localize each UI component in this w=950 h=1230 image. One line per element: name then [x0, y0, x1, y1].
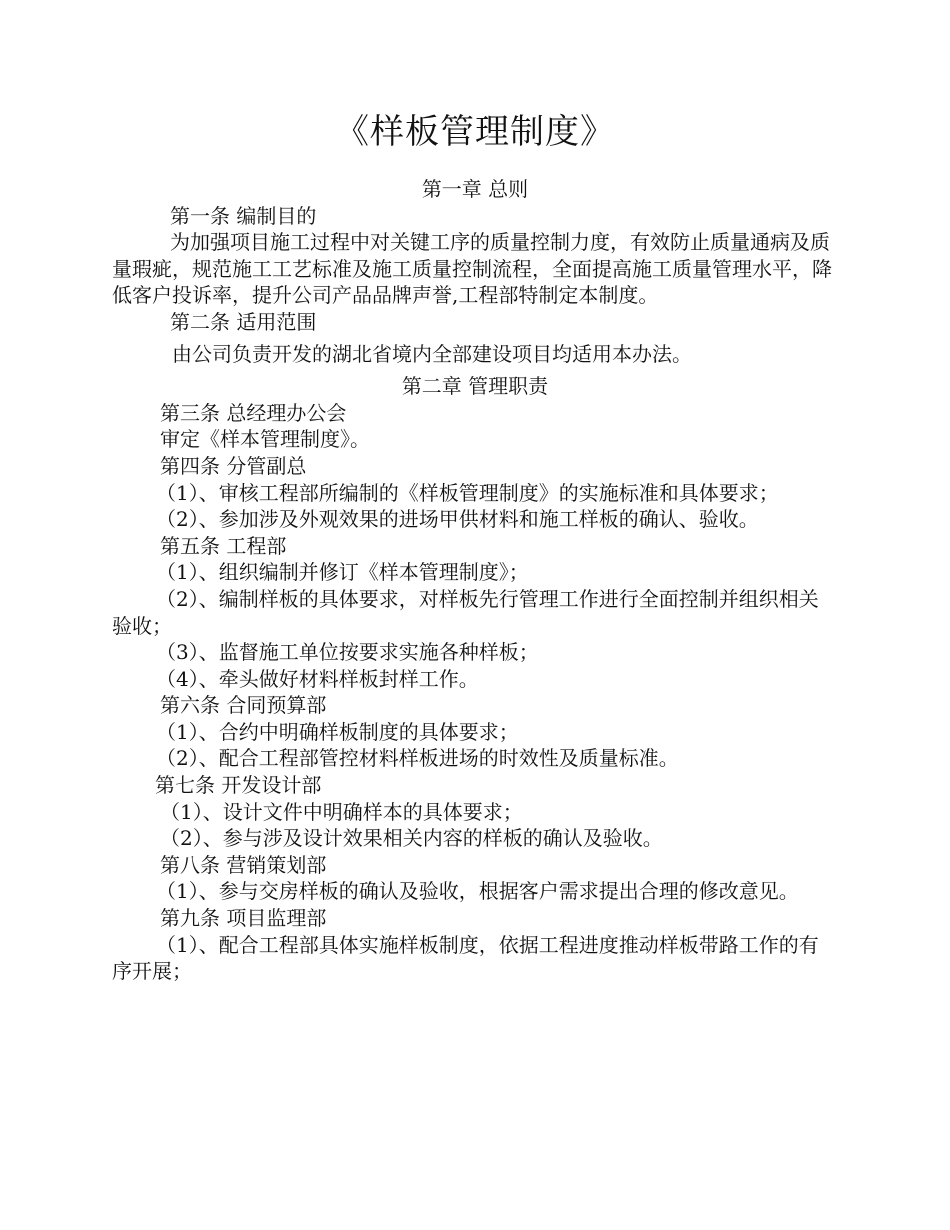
article-2-body: 由公司负责开发的湖北省境内全部建设项目均适用本办法。	[172, 341, 692, 366]
article-5-heading: 第五条 工程部	[160, 533, 287, 558]
article-8-item-1: （1）、参与交房样板的确认及验收，根据客户需求提出合理的修改意见。	[156, 879, 799, 904]
article-8-heading: 第八条 营销策划部	[160, 852, 327, 877]
article-9-heading: 第九条 项目监理部	[160, 906, 327, 931]
article-6-item-1: （1）、合约中明确样板制度的具体要求；	[156, 719, 519, 744]
article-4-item-1: （1）、审核工程部所编制的《样板管理制度》的实施标准和具体要求；	[156, 480, 779, 505]
article-3-body: 审定《样本管理制度》。	[160, 427, 370, 452]
article-9-item-1: （1）、配合工程部具体实施样板制度，依据工程进度推动样板带路工作的有序开展；	[112, 932, 819, 984]
article-4-heading: 第四条 分管副总	[160, 453, 307, 478]
article-5-item-2: （2）、编制样板的具体要求，对样板先行管理工作进行全面控制并组织相关验收；	[112, 586, 819, 638]
article-5-item-4: （4）、牵头做好材料样板封样工作。	[156, 666, 479, 691]
article-6-item-2: （2）、配合工程部管控材料样板进场的时效性及质量标准。	[156, 746, 679, 771]
article-3-heading: 第三条 总经理办公会	[160, 400, 347, 425]
chapter-1-heading: 第一章 总则	[421, 177, 529, 201]
article-7-item-1: （1）、设计文件中明确样本的具体要求；	[160, 799, 523, 824]
article-7-heading: 第七条 开发设计部	[155, 773, 322, 798]
document-title: 《样板管理制度》	[335, 112, 615, 152]
article-6-heading: 第六条 合同预算部	[160, 693, 327, 718]
article-7-item-2: （2）、参与涉及设计效果相关内容的样板的确认及验收。	[160, 826, 663, 851]
article-4-item-2: （2）、参加涉及外观效果的进场甲供材料和施工样板的确认、验收。	[156, 507, 759, 532]
article-1-body: 为加强项目施工过程中对关键工序的质量控制力度，有效防止质量通病及质量瑕疵，规范施工工艺标准及施工质量控制流程，全面提高施工质量管理水平，降低客户投诉率，提升公司产品品牌声誉,工程部特制定本制度。	[112, 230, 832, 308]
article-1-heading: 第一条 编制目的	[170, 203, 317, 228]
chapter-2-heading: 第二章 管理职责	[401, 374, 549, 399]
article-2-heading: 第二条 适用范围	[170, 309, 317, 334]
article-5-item-3: （3）、监督施工单位按要求实施各种样板；	[156, 640, 539, 665]
article-5-item-1: （1）、组织编制并修订《样本管理制度》；	[156, 560, 529, 585]
